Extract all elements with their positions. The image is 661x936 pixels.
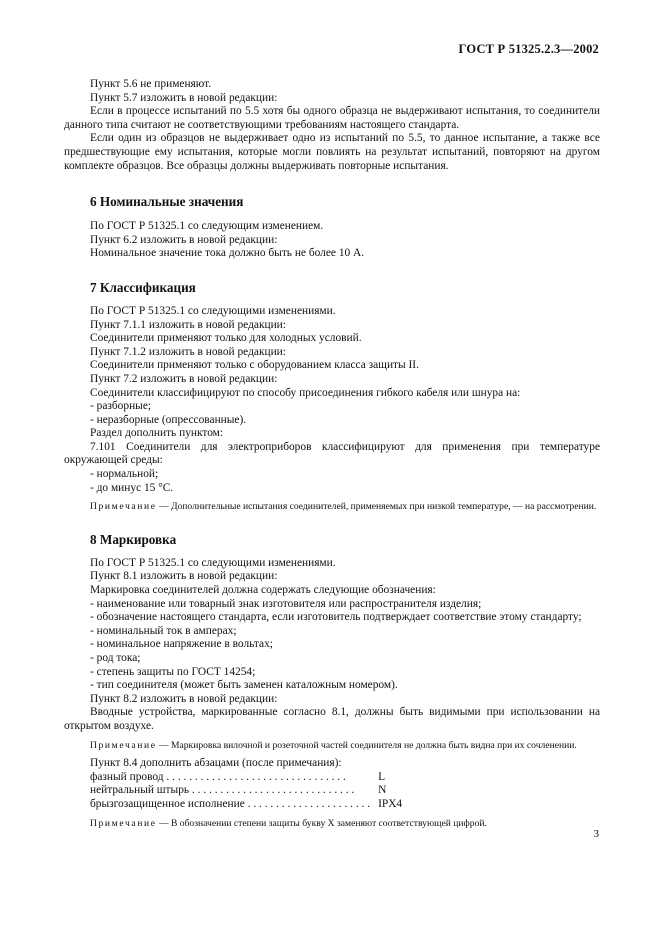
paragraph: Пункт 7.1.2 изложить в новой редакции:: [90, 345, 286, 358]
paragraph: По ГОСТ Р 51325.1 со следующими изменениями.: [90, 556, 336, 569]
paragraph: 7.101 Соединители для электроприборов классифицируют для применения при температуре окружающей среды:: [64, 440, 600, 467]
list-item: - номинальное напряжение в вольтах;: [90, 638, 273, 651]
section-heading: 6 Номинальные значения: [90, 194, 244, 210]
note-label: Примечание: [90, 501, 157, 513]
page-body: [64, 78, 600, 829]
note-label: Примечание: [90, 817, 157, 829]
list-item: - обозначение настоящего стандарта, если изготовитель подтверждает соответствие этому стандарту;: [90, 611, 582, 624]
paragraph: Пункт 8.4 дополнить абзацами (после примечания):: [90, 757, 342, 770]
paragraph: Номинальное значение тока должно быть не более 10 А.: [90, 247, 365, 260]
paragraph: Вводные устройства, маркированные согласно 8.1, должны быть видимыми при использовании на открытом воздухе.: [64, 706, 600, 732]
paragraph: Раздел дополнить пунктом:: [90, 427, 224, 440]
symbol-row: [90, 771, 402, 785]
section-heading: 7 Классификация: [90, 279, 196, 295]
symbol-label: брызгозащищенное исполнение . . . . . . . . . . . . . . . . . . . . . .: [90, 797, 371, 810]
paragraph: Пункт 6.2 изложить в новой редакции:: [90, 233, 278, 246]
page-number: 3: [593, 828, 599, 840]
symbol-row: [90, 798, 402, 812]
symbol-table: [90, 771, 402, 812]
list-item: - нормальной;: [90, 468, 159, 481]
paragraph: Пункт 5.7 изложить в новой редакции:: [90, 91, 278, 104]
paragraph: Пункт 7.1.1 изложить в новой редакции:: [90, 318, 286, 331]
note-text: — В обозначении степени защиты букву X заменяют соответствующей цифрой.: [156, 817, 487, 829]
symbol-value: IPX4: [378, 797, 403, 810]
section-heading: 8 Маркировка: [90, 531, 177, 547]
symbol-row: [90, 784, 402, 798]
paragraph: По ГОСТ Р 51325.1 со следующими изменениями.: [90, 304, 336, 317]
paragraph: Пункт 8.1 изложить в новой редакции:: [90, 570, 278, 583]
list-item: - степень защиты по ГОСТ 14254;: [90, 665, 256, 678]
note-text: — Маркировка вилочной и розеточной частей соединителя не должна быть видна при их сочленении.: [156, 739, 577, 751]
symbol-label: нейтральный штырь . . . . . . . . . . . . . . . . . . . . . . . . . . . . .: [90, 784, 355, 797]
paragraph: По ГОСТ Р 51325.1 со следующим изменением.: [90, 220, 324, 233]
list-item: - разборные;: [90, 400, 152, 413]
paragraph: Если один из образцов не выдерживает одно из испытаний по 5.5, то данное испытание, а также все предшествующие ему испытания, которые могли повлиять на результат испытаний, повторяют на другом комплекте образцов. Все образцы должны выдерживать повторные испытания.: [64, 132, 600, 172]
note: [64, 740, 600, 752]
list-item: - наименование или товарный знак изготовителя или распространителя изделия;: [90, 597, 482, 610]
paragraph: Соединители применяют только для холодных условий.: [90, 332, 362, 345]
paragraph: Пункт 5.6 не применяют.: [90, 78, 212, 90]
paragraph: Пункт 7.2 изложить в новой редакции:: [90, 372, 278, 385]
symbol-label: фазный провод . . . . . . . . . . . . . . . . . . . . . . . . . . . . . . . .: [90, 770, 346, 783]
paragraph: Маркировка соединителей должна содержать следующие обозначения:: [90, 584, 436, 597]
note: [64, 501, 600, 513]
symbol-value: N: [378, 784, 387, 797]
paragraph: Соединители применяют только с оборудованием класса защиты II.: [90, 359, 419, 372]
note-text: — Дополнительные испытания соединителей, применяемых при низкой температуре, — на рассмотрении.: [156, 501, 597, 513]
list-item: - номинальный ток в амперах;: [90, 624, 237, 637]
list-item: - до минус 15 °С.: [90, 481, 174, 494]
list-item: - тип соединителя (может быть заменен каталожным номером).: [90, 679, 398, 692]
note-label: Примечание: [90, 739, 157, 751]
symbol-value: L: [378, 770, 386, 783]
paragraph: Если в процессе испытаний по 5.5 хотя бы одного образца не выдерживают испытания, то соединители данного типа считают не соответствующими требованиям настоящего стандарта.: [64, 105, 600, 131]
list-item: - род тока;: [90, 652, 141, 664]
note: [64, 818, 600, 830]
paragraph: Пункт 8.2 изложить в новой редакции:: [90, 692, 278, 705]
list-item: - неразборные (опрессованные).: [90, 413, 247, 426]
document-code-header: ГОСТ Р 51325.2.3—2002: [458, 42, 599, 56]
paragraph: Соединители классифицируют по способу присоединения гибкого кабеля или шнура на:: [90, 386, 521, 399]
